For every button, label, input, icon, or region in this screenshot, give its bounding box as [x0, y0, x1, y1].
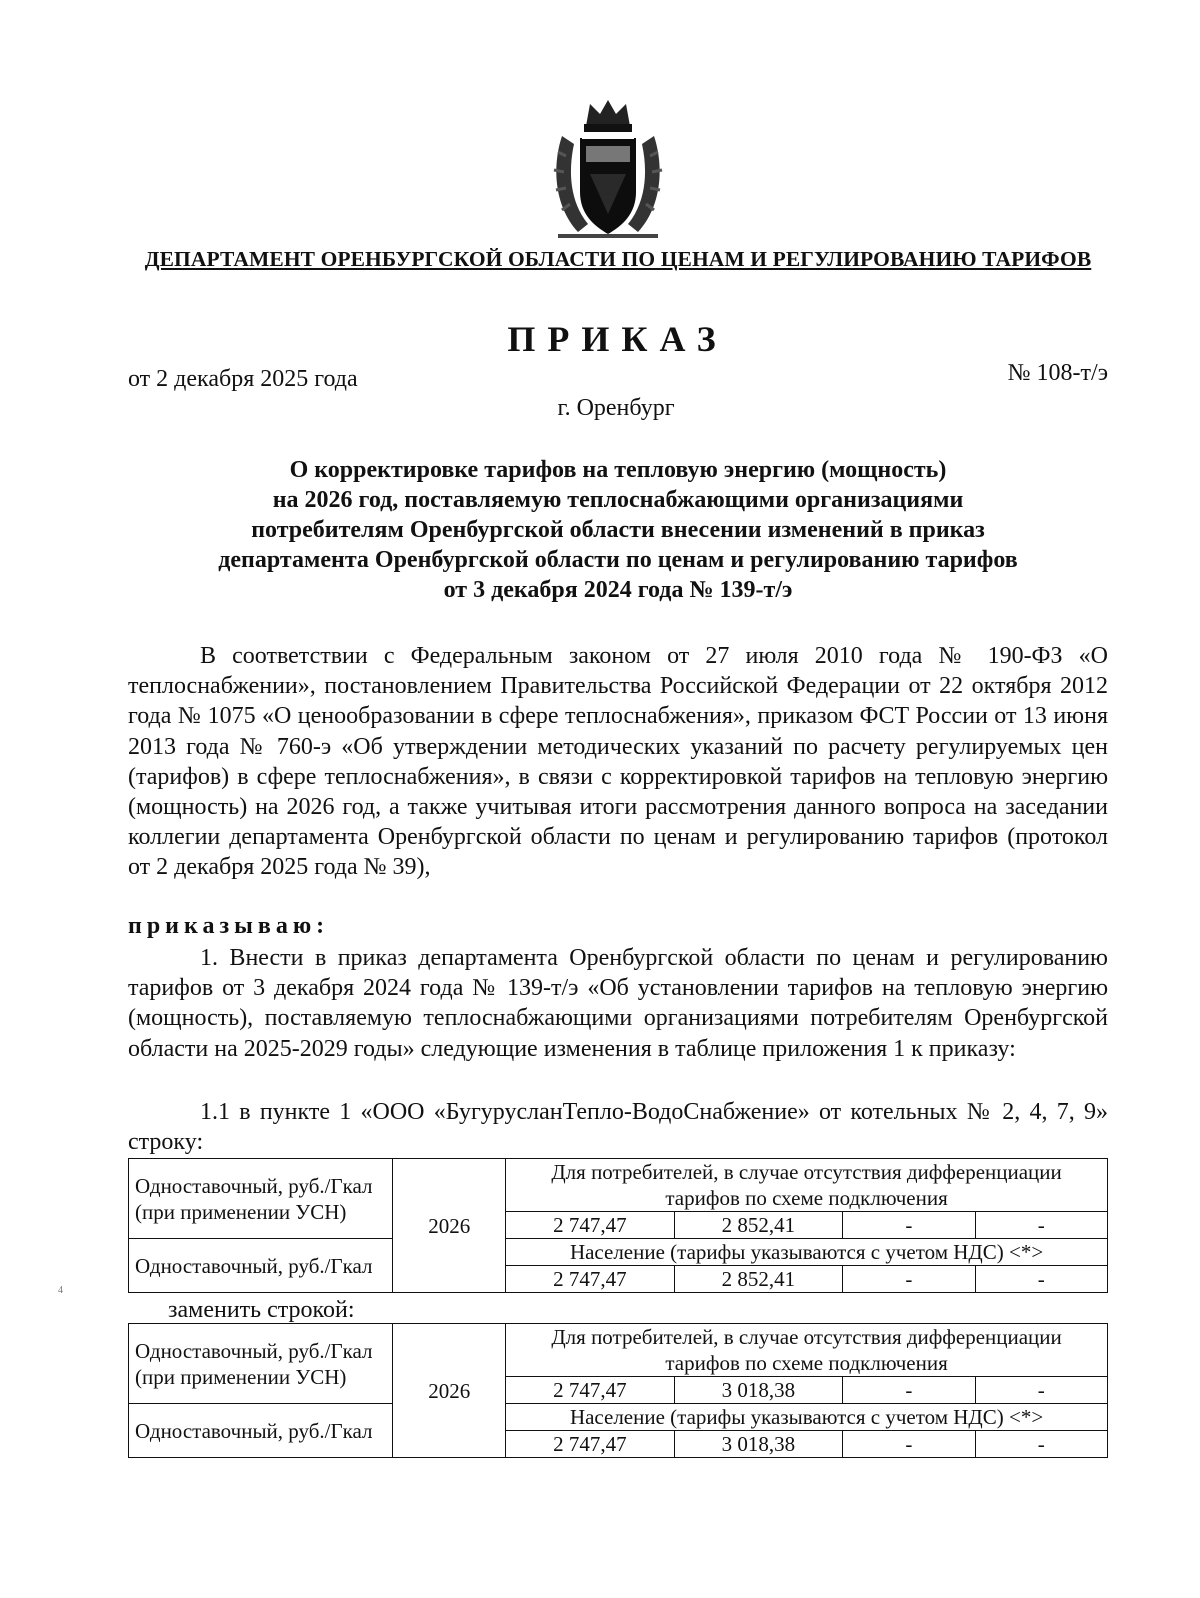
stray-mark: 4 [58, 1285, 63, 1296]
table-group-header: Для потребителей, в случае отсутствия дифференциации тарифов по схеме подключения [506, 1324, 1108, 1377]
city: г. Оренбург [557, 395, 675, 421]
table-cell: - [975, 1431, 1107, 1458]
table-cell: - [843, 1266, 975, 1293]
table-cell: 3 018,38 [674, 1431, 842, 1458]
table-group-header: Население (тарифы указываются с учетом НДС) <*> [506, 1404, 1108, 1431]
subject-line: на 2026 год, поставляемую теплоснабжающими организациями [272, 487, 964, 513]
table-group-header: Население (тарифы указываются с учетом НДС) <*> [506, 1239, 1108, 1266]
table-year: 2026 [393, 1159, 506, 1293]
order-number: № 108-т/э [1007, 360, 1108, 386]
subject-line: департамента Оренбургской области по ценам и регулированию тарифов [218, 547, 1018, 573]
item-1-paragraph: 1. Внести в приказ департамента Оренбургской области по ценам и регулированию тарифов от 3 декабря 2024 года № 139-т/э «Об установлении тарифов на тепловую энергию (мощность), поставляемую теплоснабжающими организациями потребителям Оренбургской области на 2025-2029 годы» следующие изменения в таблице приложения 1 к приказу: [128, 945, 1108, 1062]
table-cell: 3 018,38 [674, 1377, 842, 1404]
table-cell: 2 852,41 [674, 1212, 842, 1239]
table-cell: 2 852,41 [674, 1266, 842, 1293]
table-cell: - [975, 1377, 1107, 1404]
subject-line: О корректировке тарифов на тепловую энергию (мощность) [289, 457, 947, 483]
table-row-label: Одноставочный, руб./Гкал [129, 1239, 393, 1293]
tariff-table-old [128, 1158, 1108, 1293]
table-cell: 2 747,47 [506, 1377, 674, 1404]
order-subject [128, 455, 1108, 605]
table-row-label: Одноставочный, руб./Гкал (при применении УСН) [129, 1159, 393, 1239]
table-cell: 2 747,47 [506, 1266, 674, 1293]
table-group-header: Для потребителей, в случае отсутствия дифференциации тарифов по схеме подключения [506, 1159, 1108, 1212]
order-date: от 2 декабря 2025 года [128, 366, 358, 392]
table-cell: 2 747,47 [506, 1212, 674, 1239]
table-cell: 2 747,47 [506, 1431, 674, 1458]
table-cell: - [843, 1377, 975, 1404]
table-cell: - [975, 1266, 1107, 1293]
oblast-coat-of-arms-icon [548, 96, 668, 242]
table-cell: - [843, 1212, 975, 1239]
subject-line: потребителям Оренбургской области внесении изменений в приказ [251, 517, 985, 543]
tariff-table-new [128, 1323, 1108, 1458]
replace-label: заменить строкой: [168, 1297, 355, 1323]
table-year: 2026 [393, 1324, 506, 1458]
document-type-title: ПРИКАЗ [507, 319, 728, 359]
table-cell: - [843, 1431, 975, 1458]
preamble-text: В соответствии с Федеральным законом от 27 июля 2010 года № 190-ФЗ «О теплоснабжении», постановлением Правительства Российской Федерации от 22 октября 2012 года № 1075 «О ценообразовании в сфере теплоснабжения», приказом ФСТ России от 13 июня 2013 года № 760-э «Об утверждении методических указаний по расчету регулируемых цен (тарифов) в сфере теплоснабжения», в связи с корректировкой тарифов на тепловую энергию (мощность) на 2026 год, а также учитывая итоги рассмотрения данного вопроса на заседании коллегии департамента Оренбургской области по ценам и регулированию тарифов (протокол от 2 декабря 2025 года № 39), [128, 643, 1108, 881]
subject-line: от 3 декабря 2024 года № 139-т/э [443, 577, 793, 603]
table-cell: - [975, 1212, 1107, 1239]
department-name: ДЕПАРТАМЕНТ ОРЕНБУРГСКОЙ ОБЛАСТИ ПО ЦЕНАМ И РЕГУЛИРОВАНИЮ ТАРИФОВ [144, 247, 1092, 271]
table-row-label: Одноставочный, руб./Гкал [129, 1404, 393, 1458]
item-1-1-paragraph: 1.1 в пункте 1 «ООО «БугурусланТепло-ВодоСнабжение» от котельных № 2, 4, 7, 9» строку: [128, 1099, 1108, 1156]
preamble-paragraph [128, 641, 1108, 883]
order-word: приказываю: [128, 913, 330, 939]
table-row-label: Одноставочный, руб./Гкал (при применении УСН) [129, 1324, 393, 1404]
